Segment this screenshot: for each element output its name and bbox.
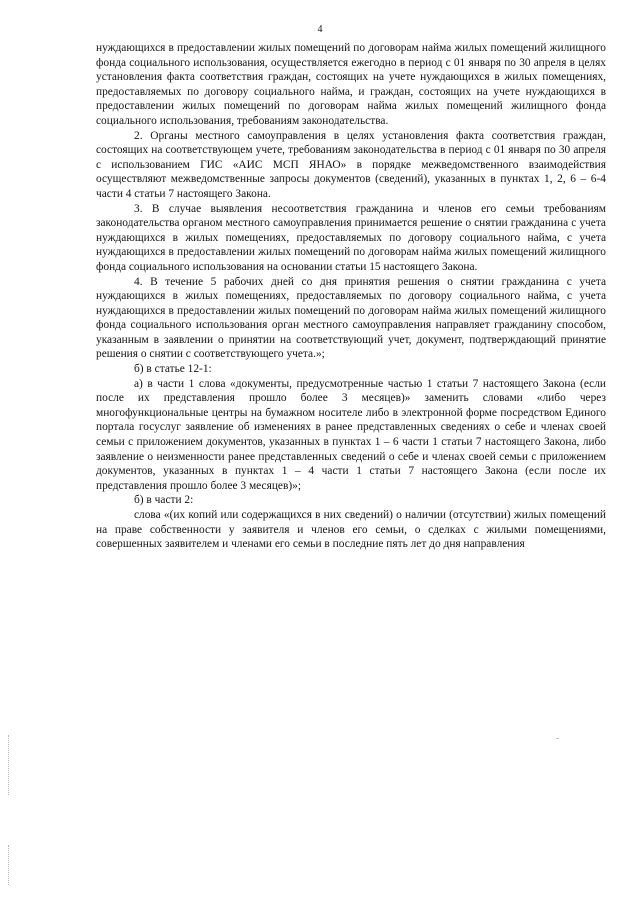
paragraph-continuation: нуждающихся в предоставлении жилых помещений по договорам найма жилых помещений жилищного фонда социального использования, осуществляется ежегодно в период с 01 января по 30 апреля в целях установления факта соответствия граждан, состоящих на учете нуждающихся в жилых помещениях, предоставляемых по договору социального найма, и граждан, состоящих на учете нуждающихся в предоставлении жилых помещений по договорам найма жилых помещений жилищного фонда социального использования, требованиям законодательства.	[96, 42, 606, 127]
paragraph-item-2: 2. Органы местного самоуправления в целях установления факта соответствия граждан, состоящих на соответствующем учете, требованиям законодательства в период с 01 января по 30 апреля с использованием ГИС «АИС МСП ЯНАО» в порядке межведомственного взаимодействия осуществляют межведомственные запросы документов (сведений), указанных в пунктах 1, 2, 6 – 6-4 части 4 статьи 7 настоящего Закона.	[96, 129, 606, 200]
subpoint-b-text: слова «(их копий или содержащихся в них сведений) о наличии (отсутствии) жилых помещений на праве собственности у заявителя и членов его семьи, о сделках с жилыми помещениями, совершенных заявителем и членами его семьи в последние пять лет до дня направления	[96, 509, 606, 551]
paragraph-item-4: 4. В течение 5 рабочих дней со дня принятия решения о снятии гражданина с учета нуждающихся в жилых помещениях, предоставляемых по договору социального найма, с учета нуждающихся в предоставлении жилых помещений по договорам найма жилых помещений жилищного фонда социального использования орган местного самоуправления направляет гражданину способом, указанным в заявлении о принятии на соответствующий учет, документ, подтверждающий принятие решения о снятии с соответствующего учета.»;	[96, 275, 606, 361]
page-number: 4	[317, 24, 323, 35]
scan-edge-mark	[8, 735, 10, 795]
document-body	[96, 41, 606, 552]
subpoint-6-header: б) в статье 12-1:	[134, 363, 212, 376]
subpoint-a: а) в части 1 слова «документы, предусмотренные частью 1 статьи 7 настоящего Закона (если после их представления прошло более 3 месяцев)» заменить словами «либо через многофункциональные центры на бумажном носителе либо в электронной форме посредством Единого портала госуслуг заявление об изменениях в ранее представленных сведениях о себе и членах своей семьи с приложением документов, указанных в пунктах 1 – 6 части 1 статьи 7 настоящего Закона, либо заявление о неизменности ранее представленных сведений о себе и членах своей семьи с приложением документов, указанных в пунктах 1 – 4 части 1 статьи 7 настоящего Закона (если после их представления прошло более 3 месяцев)»;	[96, 377, 606, 492]
subpoint-b-header: б) в части 2:	[134, 494, 194, 507]
scan-edge-mark	[8, 845, 10, 885]
scan-artifact	[556, 738, 559, 739]
paragraph-item-3: 3. В случае выявления несоответствия гражданина и членов его семьи требованиям законодательства органом местного самоуправления принимается решение о снятии гражданина с учета нуждающихся в жилых помещениях, предоставляемых по договору социального найма, с учета нуждающихся в предоставлении жилых помещений по договорам найма жилых помещений жилищного фонда социального использования на основании статьи 15 настоящего Закона.	[96, 202, 606, 273]
